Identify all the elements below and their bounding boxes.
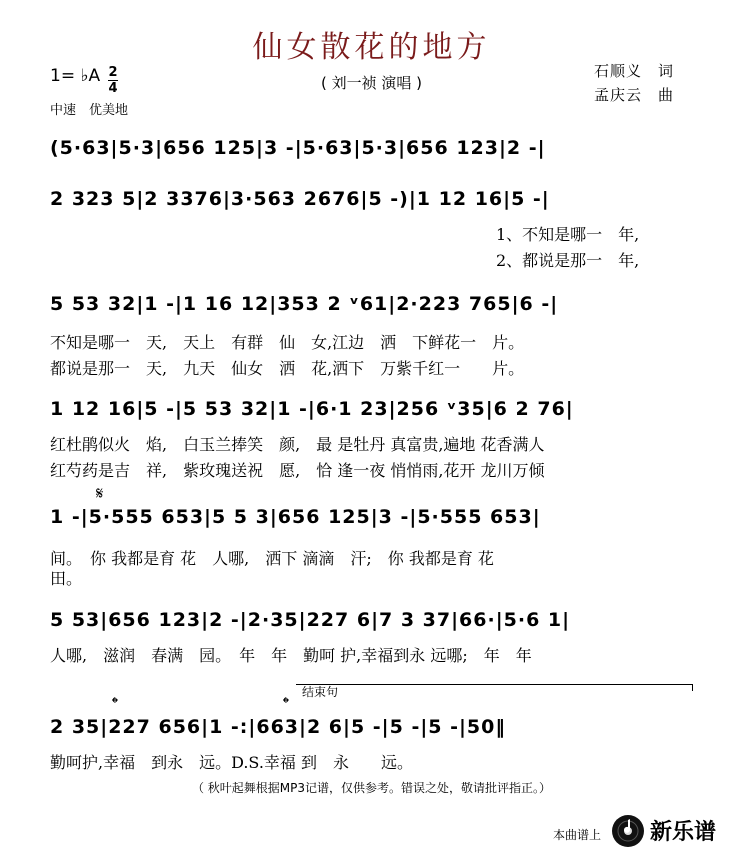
notation-row-6: 5 53|656 123|2 -|2·35|227 6|7 3 37|66·|5·6 1|	[50, 609, 571, 631]
site-prefix: 本曲谱上	[553, 828, 602, 842]
lyric-row-7: 勤呵护,幸福 到永 远。D.S.幸福 到 永 远。	[50, 753, 413, 772]
lyric-row-5-verse-2: 田。	[50, 569, 83, 588]
lyric-row-2-verse-1: 1、不知是哪一 年,	[496, 225, 640, 244]
transcriber-footnote: （ 秋叶起舞根据MP3记谱，仅供参考。错误之处，敬请批评指正。）	[191, 781, 552, 795]
notation-row-5: 1 -|5·555 653|5 5 3|656 125|3 -|5·555 653|	[50, 506, 541, 528]
ending-bracket	[296, 684, 693, 691]
song-title: 仙女散花的地方	[252, 30, 491, 65]
lyric-row-4-verse-1: 红杜鹃似火 焰, 白玉兰捧笑 颜, 最 是牡丹 真富贵,遍地 花香满人	[50, 435, 545, 454]
tempo-marking: 中速 优美地	[50, 103, 129, 118]
singer-credit: ( 刘一祯 演唱 )	[320, 74, 422, 92]
lyric-row-4-verse-2: 红芍药是吉 祥, 紫玫瑰送祝 愿, 恰 逢一夜 悄悄雨,花开 龙川万倾	[50, 461, 545, 480]
coda-mark-1: 𝄌	[112, 694, 118, 714]
time-signature: 2 4	[108, 65, 118, 96]
key-signature: 1= ♭A	[50, 66, 101, 86]
notation-row-1: (5·63|5·3|656 125|3 -|5·63|5·3|656 123|2 -|	[50, 137, 546, 159]
ending-label: 结束句	[302, 685, 339, 699]
record-logo-icon	[611, 814, 645, 848]
notation-row-4: 1 12 16|5 -|5 53 32|1 -|6·1 23|256 ᵛ35|6 2 76|	[50, 398, 574, 420]
lyric-row-5-verse-1: 间。 你 我都是育 花 人哪, 洒下 滴滴 汗; 你 我都是育 花	[50, 549, 494, 568]
lyric-row-3-verse-2: 都说是那一 天, 九天 仙女 洒 花,洒下 万紫千红一 片。	[50, 359, 525, 378]
lyricist-credit: 石顺义 词	[594, 62, 675, 80]
notation-row-3: 5 53 32|1 -|1 16 12|353 2 ᵛ61|2·223 765|6 -|	[50, 293, 559, 315]
coda-mark-2: 𝄌	[283, 694, 289, 714]
segno-mark: 𝄋	[96, 484, 104, 504]
notation-row-7: 2 35|227 656|1 -:|663|2 6|5 -|5 -|5 -|50‖	[50, 716, 506, 738]
lyric-row-3-verse-1: 不知是哪一 天, 天上 有群 仙 女,江边 洒 下鲜花一 片。	[50, 333, 525, 352]
notation-row-2: 2 323 5|2 3376|3·563 2676|5 -)|1 12 16|5 -|	[50, 188, 550, 210]
composer-credit: 孟庆云 曲	[594, 86, 675, 104]
lyric-row-2-verse-2: 2、都说是那一 年,	[496, 251, 640, 270]
lyric-row-6: 人哪, 滋润 春满 园。 年 年 勤呵 护,幸福到永 远哪; 年 年	[50, 646, 532, 665]
site-logo-text: 新乐谱	[650, 820, 717, 845]
